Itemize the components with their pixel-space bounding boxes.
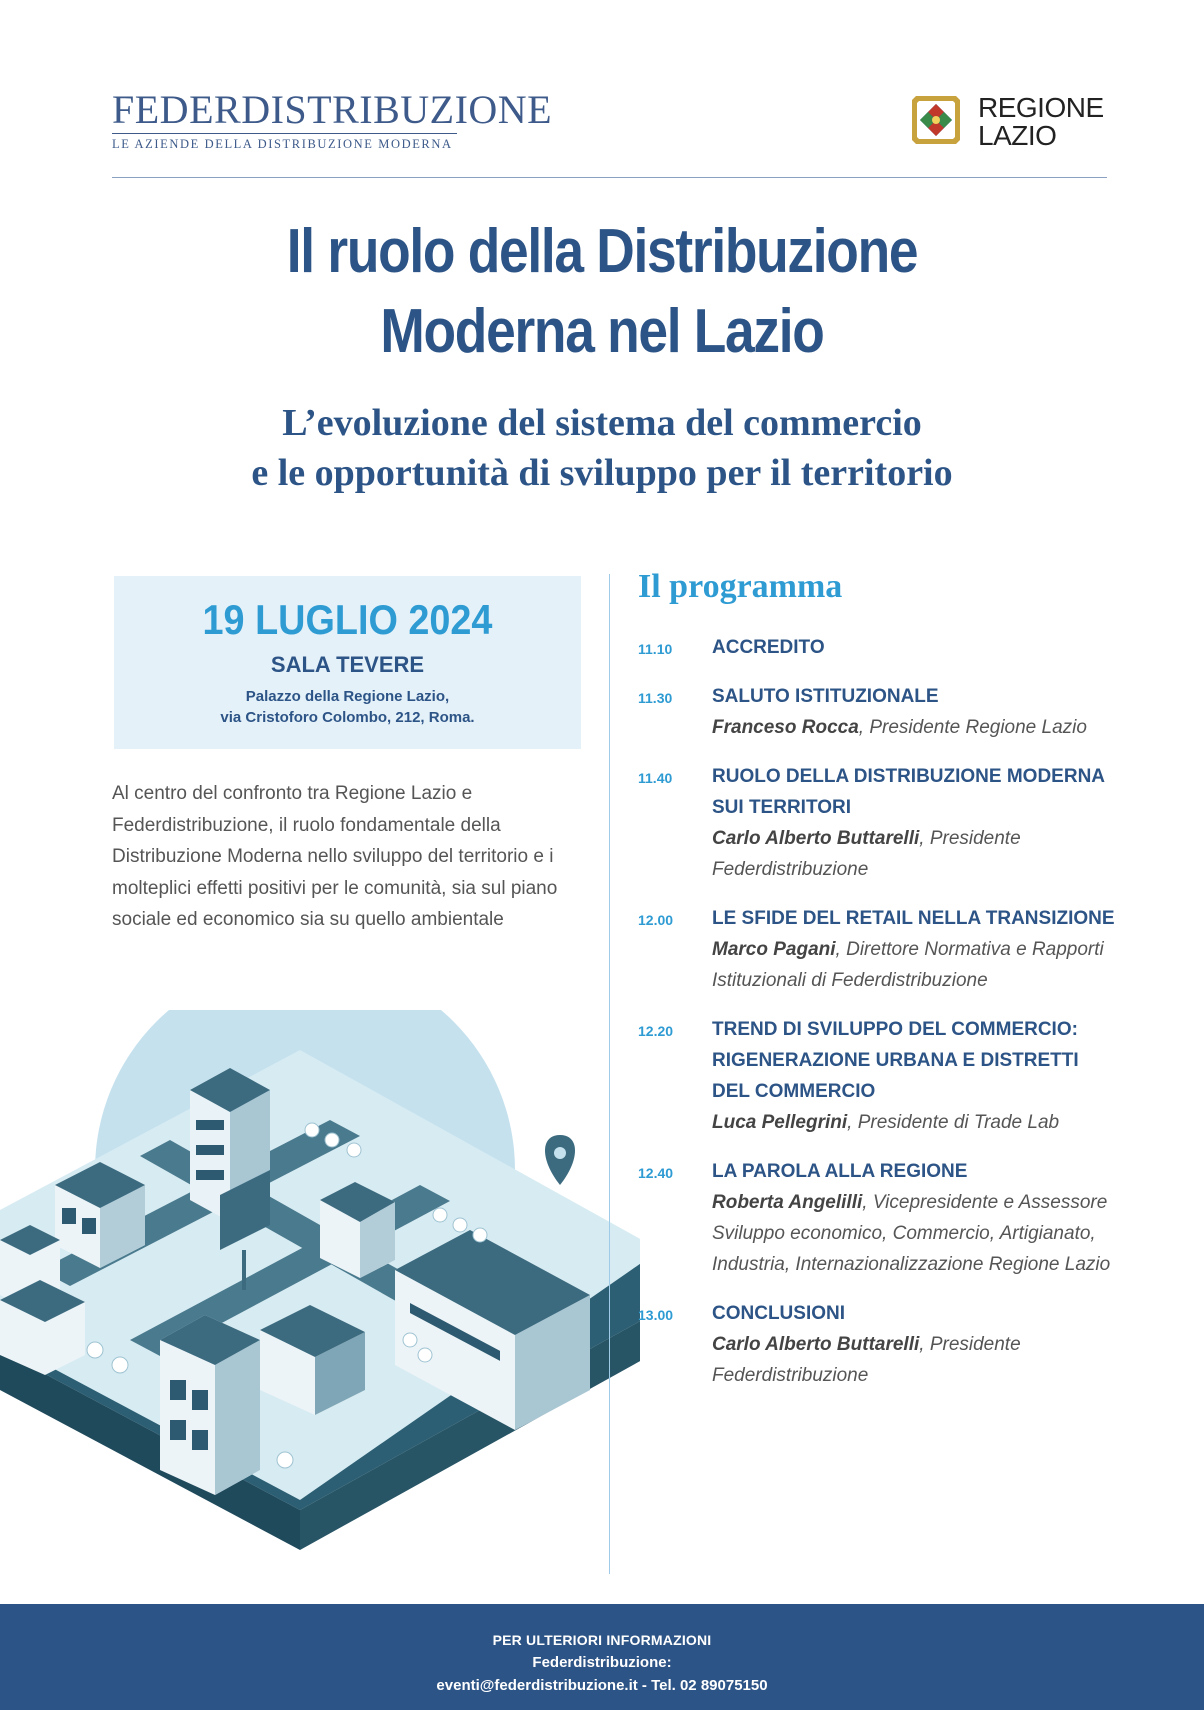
agenda-time: 12.20 — [638, 1023, 674, 1039]
agenda-item — [638, 632, 1118, 663]
title-line-2: Moderna nel Lazio — [380, 297, 824, 366]
subtitle-line-1: L’evoluzione del sistema del commercio — [282, 402, 922, 444]
agenda-time: 11.40 — [638, 770, 673, 786]
agenda-speaker: Luca Pellegrini, Presidente di Trade Lab — [712, 1112, 1060, 1133]
agenda-speaker: Carlo Alberto Buttarelli, Presidente Federdistribuzione — [712, 1334, 1021, 1386]
page-title — [84, 212, 1119, 372]
event-venue: SALA TEVERE — [270, 652, 425, 677]
subtitle-line-2: e le opportunità di sviluppo per il territorio — [251, 452, 953, 494]
event-address: Palazzo della Regione Lazio, via Cristoforo Colombo, 212, Roma. — [220, 688, 475, 726]
program-title: Il programma — [638, 568, 843, 605]
agenda-title: ACCREDITO — [712, 637, 825, 658]
event-date: 19 LUGLIO 2024 — [202, 596, 493, 643]
agenda-title: CONCLUSIONI — [712, 1303, 845, 1324]
agenda-item — [638, 761, 1118, 885]
agenda-item — [638, 1014, 1118, 1138]
footer-org: Federdistribuzione: — [532, 1654, 672, 1671]
column-divider — [609, 574, 610, 1574]
footer-heading: PER ULTERIORI INFORMAZIONI — [492, 1632, 712, 1648]
footer-contact — [0, 1604, 1204, 1710]
agenda-title: RUOLO DELLA DISTRIBUZIONE MODERNA SUI TERRITORI — [712, 766, 1105, 818]
building-mid — [320, 1182, 395, 1278]
page-subtitle — [0, 398, 1204, 498]
regione-lazio-logo — [908, 92, 1108, 150]
agenda-item — [638, 681, 1118, 743]
agenda-speaker: Marco Pagani, Direttore Normativa e Rapporti Istituzionali di Federdistribuzione — [712, 939, 1104, 991]
intro-text: Al centro del confronto tra Regione Lazio e Federdistribuzione, il ruolo fondamentale della Distribuzione Moderna nello sviluppo del territorio e i molteplici effetti positivi per le comunità, sia sul piano sociale ed economico sia su quello ambientale — [112, 783, 558, 930]
isometric-city-illustration — [0, 1010, 640, 1610]
building-front — [160, 1315, 260, 1495]
program-agenda — [638, 632, 1118, 1409]
agenda-time: 12.40 — [638, 1165, 674, 1181]
agenda-time: 11.30 — [638, 690, 673, 706]
agenda-item — [638, 1156, 1118, 1280]
footer-contact-details[interactable]: eventi@federdistribuzione.it - Tel. 02 89075150 — [436, 1677, 768, 1694]
agenda-title: TREND DI SVILUPPO DEL COMMERCIO: RIGENERAZIONE URBANA E DISTRETTI DEL COMMERCIO — [712, 1019, 1079, 1102]
agenda-speaker: Roberta Angelilli, Vicepresidente e Assessore Sviluppo economico, Commercio, Artigianato, Industria, Internazionalizzazione Regione Lazio — [712, 1192, 1111, 1275]
fd-logo-tagline: LE AZIENDE DELLA DISTRIBUZIONE MODERNA — [112, 137, 453, 151]
agenda-time: 13.00 — [638, 1307, 674, 1323]
title-line-1: Il ruolo della Distribuzione — [286, 217, 918, 286]
agenda-title: SALUTO ISTITUZIONALE — [712, 686, 939, 707]
agenda-title: LE SFIDE DEL RETAIL NELLA TRANSIZIONE — [712, 908, 1115, 929]
lazio-wordmark: REGIONE LAZIO — [978, 92, 1104, 151]
federdistribuzione-logo — [112, 87, 553, 152]
agenda-time: 11.10 — [638, 641, 673, 657]
agenda-speaker: Carlo Alberto Buttarelli, Presidente Federdistribuzione — [712, 828, 1021, 880]
lazio-emblem-icon — [908, 92, 964, 148]
agenda-item — [638, 903, 1118, 996]
agenda-item — [638, 1298, 1118, 1391]
agenda-speaker: Franceso Rocca, Presidente Regione Lazio — [712, 717, 1087, 738]
fd-logo-wordmark: FEDERDISTRIBUZIONE — [112, 87, 553, 132]
event-info-box — [114, 576, 581, 749]
location-pin-icon — [545, 1135, 575, 1185]
agenda-title: LA PAROLA ALLA REGIONE — [712, 1161, 968, 1182]
header-divider — [112, 177, 1107, 178]
agenda-time: 12.00 — [638, 912, 674, 928]
fd-logo-rule — [112, 133, 457, 134]
